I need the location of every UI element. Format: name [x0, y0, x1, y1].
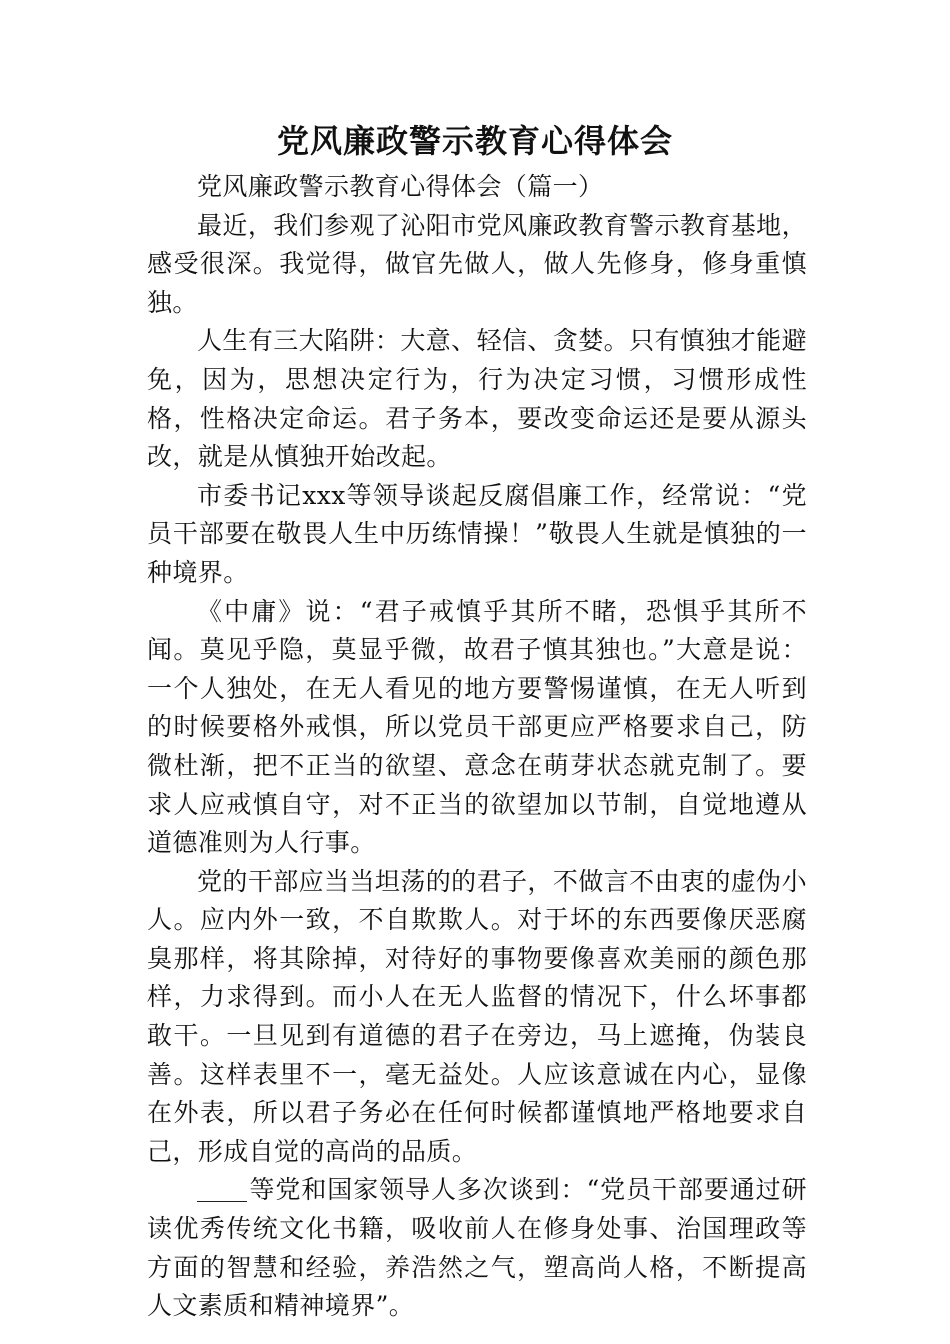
document-title: 党风廉政警示教育心得体会	[276, 122, 673, 160]
document-body	[147, 168, 807, 1326]
paragraph-1: 最近，我们参观了沁阳市党风廉政教育警示教育基地，感受很深。我觉得，做官先做人，做人先修身，修身重慎独。	[147, 210, 807, 317]
paragraph-6	[147, 1171, 807, 1325]
paragraph-5: 党的干部应当当坦荡的的君子，不做言不由衷的虚伪小人。应内外一致，不自欺欺人。对于坏的东西要像厌恶腐臭那样，将其除掉，对待好的事物要像喜欢美丽的颜色那样，力求得到。而小人在无人监督的情况下，什么坏事都敢干。一旦见到有道德的君子在旁边，马上遮掩，伪装良善。这样表里不一，毫无益处。人应该意诚在内心，显像在外表，所以君子务必在任何时候都谨慎地严格地要求自己，形成自觉的高尚的品质。	[147, 866, 807, 1166]
section-subtitle: 党风廉政警示教育心得体会（篇一）	[197, 172, 604, 201]
paragraph-6-text: 等党和国家领导人多次谈到：“党员干部要通过研读优秀传统文化书籍，吸收前人在修身处事、治国理政等方面的智慧和经验，养浩然之气，塑高尚人格，不断提高人文素质和精神境界”。	[147, 1175, 807, 1321]
paragraph-4: 《中庸》说：“君子戒慎乎其所不睹，恐惧乎其所不闻。莫见乎隐，莫显乎微，故君子慎其独也。”大意是说：一个人独处，在无人看见的地方要警惕谨慎，在无人听到的时候要格外戒惧，所以党员干部更应严格要求自己，防微杜渐，把不正当的欲望、意念在萌芽状态就克制了。要求人应戒慎自守，对不正当的欲望加以节制，自觉地遵从道德准则为人行事。	[147, 596, 807, 858]
paragraph-3: 市委书记xxx等领导谈起反腐倡廉工作，经常说：“党员干部要在敬畏人生中历练情操！”敬畏人生就是慎独的一种境界。	[147, 480, 807, 587]
fill-in-blank-line	[197, 1177, 247, 1202]
paragraph-2: 人生有三大陷阱：大意、轻信、贪婪。只有慎独才能避免，因为，思想决定行为，行为决定习惯，习惯形成性格，性格决定命运。君子务本，要改变命运还是要从源头改，就是从慎独开始改起。	[147, 326, 807, 472]
